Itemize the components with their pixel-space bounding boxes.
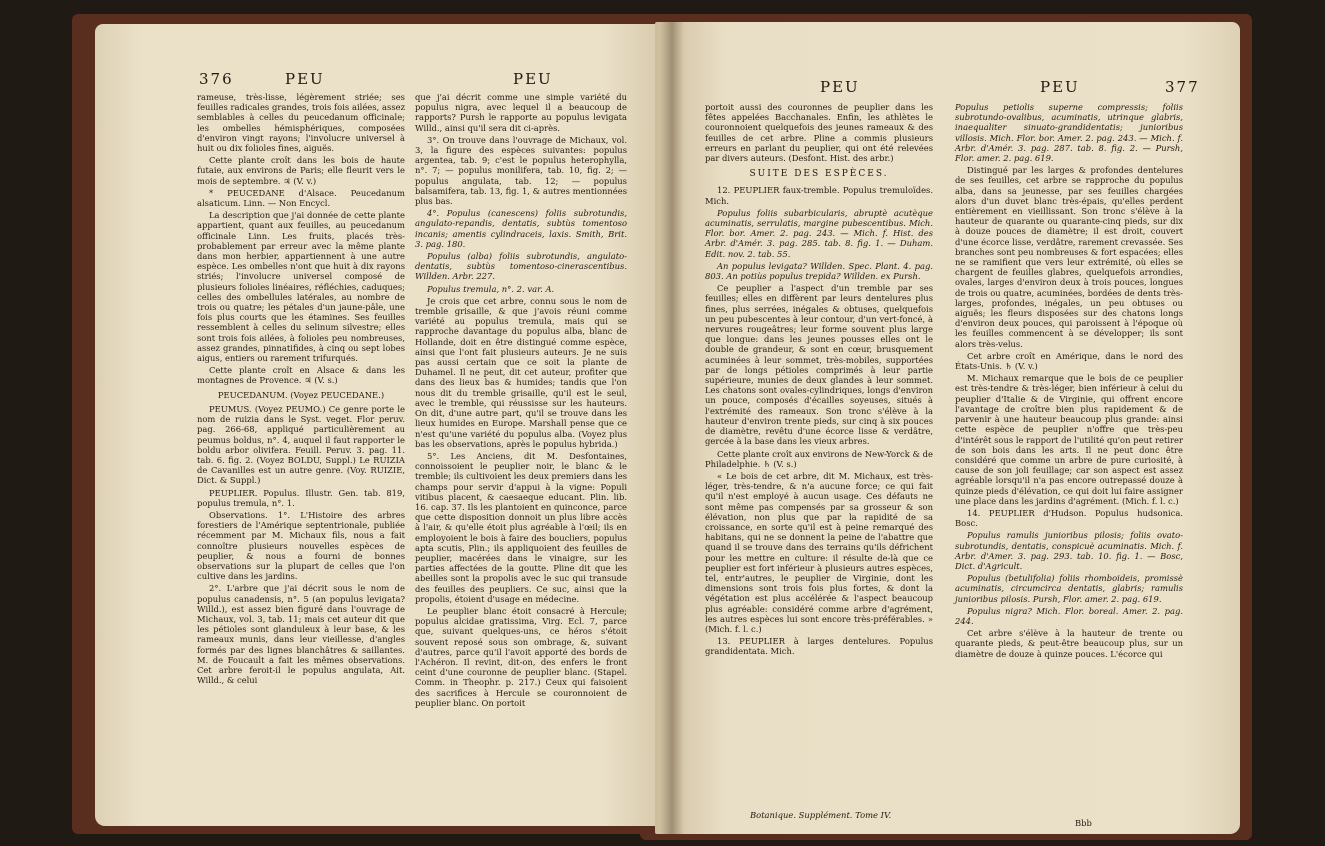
paragraph: 2°. L'arbre que j'ai décrit sous le nom de populus canadensis, n°. 5 (an populus levigata? Willd.), est assez bien figuré dans l'ouvrage de Michaux, vol. 3, tab. 11; mais cet auteur dit que les pétioles sont glanduleux à leur base, & les rameaux munis, dans leur vieillesse, d'angles formés par des lignes blanchâtres & saillantes. M. de Foucault a fait les mêmes observations. Cet arbre feroit-il le populus angulata, Ait. Willd., & celui <box>197 583 405 686</box>
paragraph: Populus tremula, n°. 2. var. A. <box>427 283 555 294</box>
paragraph: Ce peuplier a l'aspect d'un tremble par ses feuilles; elles en diffèrent par leurs dentelures plus fines, plus serrées, inégales & obtuses, quelquefois un peu pubescentes à leur contour, d'un vert-foncé, à nervures rougeâtres; leur forme souvent plus large que longue: dans les jeunes pousses elles ont le double de grandeur, & sont en cœur, brusquement acuminées à leur sommet, très-mobiles, supportées par de longs pétioles comprimés à leur partie supérieure, munies de deux glandes à leur sommet. Les chatons sont ovales-cylindriques, longs d'environ un pouce, composés d'écailles soyeuses, situés à l'extrémité des rameaux. Son tronc s'élève à la hauteur d'environ trente pieds, sur cinq à six pouces de diamètre, revêtu d'une écorce lisse & verdâtre, gercée à la base dans les vieux arbres. <box>705 283 933 447</box>
section-heading: SUITE DES ESPÈCES. <box>749 169 889 180</box>
paragraph: Cet arbre s'élève à la hauteur de trente ou quarante pieds, & peut-être beaucoup plus, sur un diamètre de douze à quinze pouces. L'écorce qui <box>955 628 1183 659</box>
entry-heading: * PEUCEDANE d'Alsace. Peucedanum alsaticum. Linn. — Non Encycl. <box>197 187 405 209</box>
text-column-left-1 <box>197 92 405 687</box>
page-number: 377 <box>1165 78 1200 96</box>
text-column-right-1 <box>705 102 933 659</box>
paragraph: Populus ramulis junioribus pilosis; foliis ovato-subrotundis, dentatis, conspicuè acuminatis. Mich. f. Arbr. d'Amer. 3. pag. 293. tab. 10. fig. 1. — Bosc, Dict. d'Agricult. <box>955 530 1183 571</box>
running-head: PEU <box>285 70 325 88</box>
book-gutter <box>660 20 684 834</box>
paragraph: La description que j'ai donnée de cette plante appartient, quant aux feuilles, au peucedanum officinale Linn. Les fruits, placés très-probablement par erreur avec la même plante dans mon herbier, appartiennent à une autre espèce. Les ombelles n'ont que huit à dix rayons striés; l'involucre universel composé de plusieurs folioles linéaires, réfléchies, caduques; celles des ombellules latérales, au nombre de trois ou quatre; les pétales d'un jaune-pâle, une fois plus courts que les étamines. Ses feuilles ressemblent à celles du selinum silvestre; elles sont trois fois ailées, à folioles peu nombreuses, assez grandes, pinnatifides, à cinq ou sept lobes aigus, entiers ou rarement trifurqués. <box>197 210 405 364</box>
entry-heading: 12. PEUPLIER faux-tremble. Populus tremuloïdes. Mich. <box>705 185 933 206</box>
paragraph: Le peuplier blanc étoit consacré à Hercule; populus alcidae gratissima, Virg. Ecl. 7, parce que, suivant quelques-uns, ce héros s'étoit souvent reposé sous son ombrage, &, suivant d'autres, parce qu'il l'avoit apporté des bords de l'Achéron. Il revint, dit-on, des enfers le front ceint d'une couronne de peuplier blanc. (Stapel. Comm. in Theophr. p. 217.) Ceux qui faisoient des sacrifices à Hercule se couronnoient de peuplier blanc. On portoit <box>415 605 627 708</box>
paragraph: rameuse, très-lisse, légèrement striée; ses feuilles radicales grandes, trois fois ailées, assez semblables à celles du peucedanum officinale; les ombelles hémisphériques, composées d'environ vingt rayons; l'involucre universel à huit ou dix folioles fines, aiguës. <box>197 92 405 154</box>
entry-heading: 14. PEUPLIER d'Hudson. Populus hudsonica. Bosc. <box>955 507 1183 529</box>
paragraph: 5°. Les Anciens, dit M. Desfontaines, connoissoient le peuplier noir, le blanc & le tremble; ils cultivoient les deux premiers dans les champs pour servir d'appui à la vigne: Populi vitibus placent, & caesaeque educant. Plin. lib. 16. cap. 37. Ils les plantoient en quinconce, parce que cette disposition donnoit un plus libre accès à l'air, & qu'elle étoit plus agréable à l'œil; ils en employoient le bois à faire des boucliers, populus apta scutis, Plin.; ils appliquoient des feuilles de peuplier, macérées dans le vinaigre, sur les parties affectées de la goutte. Pline dit que les abeilles sont la propolis avec le suc qui transude des feuilles des peupliers. Ce suc, ainsi que la propolis, étoient d'usage en médecine. <box>415 450 627 604</box>
cross-reference: PEUCEDANUM. (Voyez PEUCEDANE.) <box>217 389 385 400</box>
paragraph: Populus (alba) foliis subrotundis, angulato-dentatis, subtùs tomentoso-cinerascentibus. Willden. Arbr. 227. <box>415 251 627 282</box>
paragraph: M. Michaux remarque que le bois de ce peuplier est très-tendre & très-léger, bien inférieur à celui du peuplier d'Italie & de Virginie, qui offrent encore l'avantage de croître bien plus rapidement & de parvenir à une hauteur beaucoup plus grande: ainsi cette espèce de peuplier n'offre que très-peu d'intérêt sous le rapport de l'utilité qu'on peut retirer de son bois dans les arts. Il ne peut donc être considéré que comme un arbre de pure curiosité, à cause de son joli feuillage; car son aspect est assez agréable lorsqu'il n'a pas encore outrepassé douze à quinze pieds d'élévation, ce qui doit lui faire assigner une place dans les jardins d'agrément. (Mich. f. l. c.) <box>955 373 1183 506</box>
paragraph: Cette plante croît dans les bois de haute futaie, aux environs de Paris; elle fleurit vers le mois de septembre. ♃ (V. v.) <box>197 155 405 186</box>
running-head: PEU <box>820 78 860 96</box>
text-column-right-2 <box>955 102 1183 661</box>
entry-heading: PEUPLIER. Populus. Illustr. Gen. tab. 819, populus tremula, n°. 1. <box>197 487 405 508</box>
page-footer: Botanique. Supplément. Tome IV. <box>750 810 892 820</box>
paragraph: Observations. 1°. L'Histoire des arbres forestiers de l'Amérique septentrionale, publiée récemment par M. Michaux fils, nous a fait connoître plusieurs nouvelles espèces de peuplier, & nous a fourni de bonnes observations sur la plupart de celles que l'on cultive dans les jardins. <box>197 509 405 582</box>
right-page <box>655 22 1240 834</box>
paragraph: « Le bois de cet arbre, dit M. Michaux, est très-léger, très-tendre, & n'a aucune force; ce qui fait qu'il n'est employé à aucun usage. Ces défauts ne sont même pas compensés par sa grosseur & son élévation, non plus que par la rapidité de sa croissance, en sorte qu'il est à peine remarqué des habitans, qui ne se donnent la peine de l'abattre que quand il se trouve dans des terrains qu'ils défrichent pour les mettre en culture: il résulte de-là que ce peuplier est fort inférieur à plusieurs autres espèces, tel, entr'autres, le peuplier de Virginie, dont les dimensions sont trois fois plus fortes, & dont la végétation est plus accélérée & l'aspect beaucoup plus agréable: considéré comme arbre d'agrément, les autres espèces lui sont encore très-préférables. » (Mich. f. l. c.) <box>705 470 933 634</box>
paragraph: Cette plante croît en Alsace & dans les montagnes de Provence. ♃ (V. s.) <box>197 365 405 386</box>
text-column-left-2 <box>415 92 627 710</box>
paragraph: 4°. Populus (canescens) foliis subrotundis, angulato-repandis, dentatis, subtùs tomentoso incanis; amentis cylindraceis, laxis. Smith, Brit. 3. pag. 180. <box>415 208 627 249</box>
paragraph: 3°. On trouve dans l'ouvrage de Michaux, vol. 3, la figure des espèces suivantes: populus argentea, tab. 9; c'est le populus heterophylla, n°. 7; — populus monilifera, tab. 10, fig. 2; — populus angulata, tab. 12; — populus balsamifera, tab. 13, fig. 1, & autres mentionnées plus bas. <box>415 134 627 207</box>
paragraph: Populus petiolis superne compressis; foliis subrotundo-ovalibus, acuminatis, utrinque glabris, inaequaliter sinuato-grandidentatis; junioribus villosis. Mich. Flor. bor. Amer. 2. pag. 243. — Mich. f. Arbr. d'Amér. 3. pag. 287. tab. 8. fig. 2. — Pursh, Flor. amer. 2. pag. 619. <box>955 102 1183 164</box>
paragraph: Je crois que cet arbre, connu sous le nom de tremble grisaille, & que j'avois réuni comme variété au populus tremula, mais qui se rapproche davantage du populus alba, blanc de Hollande, doit en être distingué comme espèce, ainsi que l'ont fait plusieurs auteurs. Je ne suis pas aussi certain que ce soit la plante de Duhamel. Il ne peut, dit cet auteur, profiter que dans des lieux bas & humides; tandis que l'on nous dit du tremble grisaille, qu'il est le seul, avec le tremble, qui réussisse sur les hauteurs. On dit, d'une autre part, qu'il se trouve dans les lieux humides en Europe. Marshall pense que ce n'est qu'une variété du populus alba. (Voyez plus bas les observations, après le populus hybrida.) <box>415 295 627 449</box>
paragraph: que j'ai décrit comme une simple variété du populus nigra, avec lequel il a beaucoup de rapports? Pursh le rapporte au populus levigata Willd., ainsi qu'il sera dit ci-après. <box>415 92 627 133</box>
left-page <box>95 24 685 826</box>
entry-heading: 13. PEUPLIER à larges dentelures. Populus grandidentata. Mich. <box>705 636 933 657</box>
paragraph: portoit aussi des couronnes de peuplier dans les fêtes appelées Bacchanales. Enfin, les athlètes le couronnoient quelquefois des jeunes rameaux & des feuilles de cet arbre. Pline a commis plusieurs erreurs en parlant du peuplier, qui ont été relevées par divers auteurs. (Desfont. Hist. des arbr.) <box>705 102 933 164</box>
entry-heading: PEUMUS. (Voyez PEUMO.) Ce genre porte le nom de ruizia dans le Syst. veget. Flor peruv. pag. 266-68, appliqué particulièrement au peumus boldus, n°. 4, auquel il faut rapporter le boldu arbor olivifera. Feuill. Peruv. 3. pag. 11. tab. 6. fig. 2. (Voyez BOLDU, Suppl.) Le RUIZIA de Cavanilles est un autre genre. (Voy. RUIZIE, Dict. & Suppl.) <box>197 403 405 486</box>
paragraph: An populus levigata? Willden. Spec. Plant. 4. pag. 803. An potiùs populus trepida? Willden. ex Pursh. <box>705 260 933 282</box>
paragraph: Populus foliis subarbicularis, abruptè acutèque acuminatis, serrulatis, margine pubescentibus. Mich. Flor. bor. Amer. 2. pag. 243. — Mich. f. Hist. des Arbr. d'Amér. 3. pag. 285. tab. 8. fig. 1. — Duham. Edit. nov. 2. tab. 55. <box>705 207 933 259</box>
signature-mark: Bbb <box>1075 818 1092 828</box>
paragraph: Populus nigra? Mich. Flor. boreal. Amer. 2. pag. 244. <box>955 605 1183 626</box>
paragraph: Populus (betulifolia) foliis rhomboideis, promissè acuminatis, circumcirca dentatis, glabris; ramulis junioribus pilosis. Pursh, Flor. amer. 2. pag. 619. <box>955 573 1183 604</box>
paragraph: Distingué par les larges & profondes dentelures de ses feuilles, cet arbre se rapproche du populus alba, dans sa jeunesse, par ses feuilles chargées alors d'un duvet blanc très-épais, qu'elles perdent entièrement en vieillissant. Son tronc s'élève à la hauteur de quarante ou quarante-cinq pieds, sur dix à douze pouces de diamètre; il est droit, couvert d'une écorce lisse, verdâtre, rarement crevassée. Ses branches sont peu nombreuses & fort espacées; elles ne se ramifient que vers leur extrémité, où elles se chargent de feuilles glabres, quelquefois arrondies, ovales, larges d'environ deux à trois pouces, longues de trois ou quatre, acuminées, bordées de dents très-larges, profondes, inégales, un peu obtuses ou aiguës; les fleurs disposées sur des chatons longs d'environ deux pouces, qui paroissent à l'époque où les feuilles commencent à se développer; ils sont alors très-velus. <box>955 165 1183 349</box>
running-head: PEU <box>1040 78 1080 96</box>
paragraph: Cet arbre croît en Amérique, dans le nord des États-Unis. ♄ (V. v.) <box>955 350 1183 372</box>
running-head: PEU <box>513 70 553 88</box>
page-number: 376 <box>199 70 234 88</box>
paragraph: Cette plante croît aux environs de New-Yorck & de Philadelphie. ♄ (V. s.) <box>705 448 933 469</box>
